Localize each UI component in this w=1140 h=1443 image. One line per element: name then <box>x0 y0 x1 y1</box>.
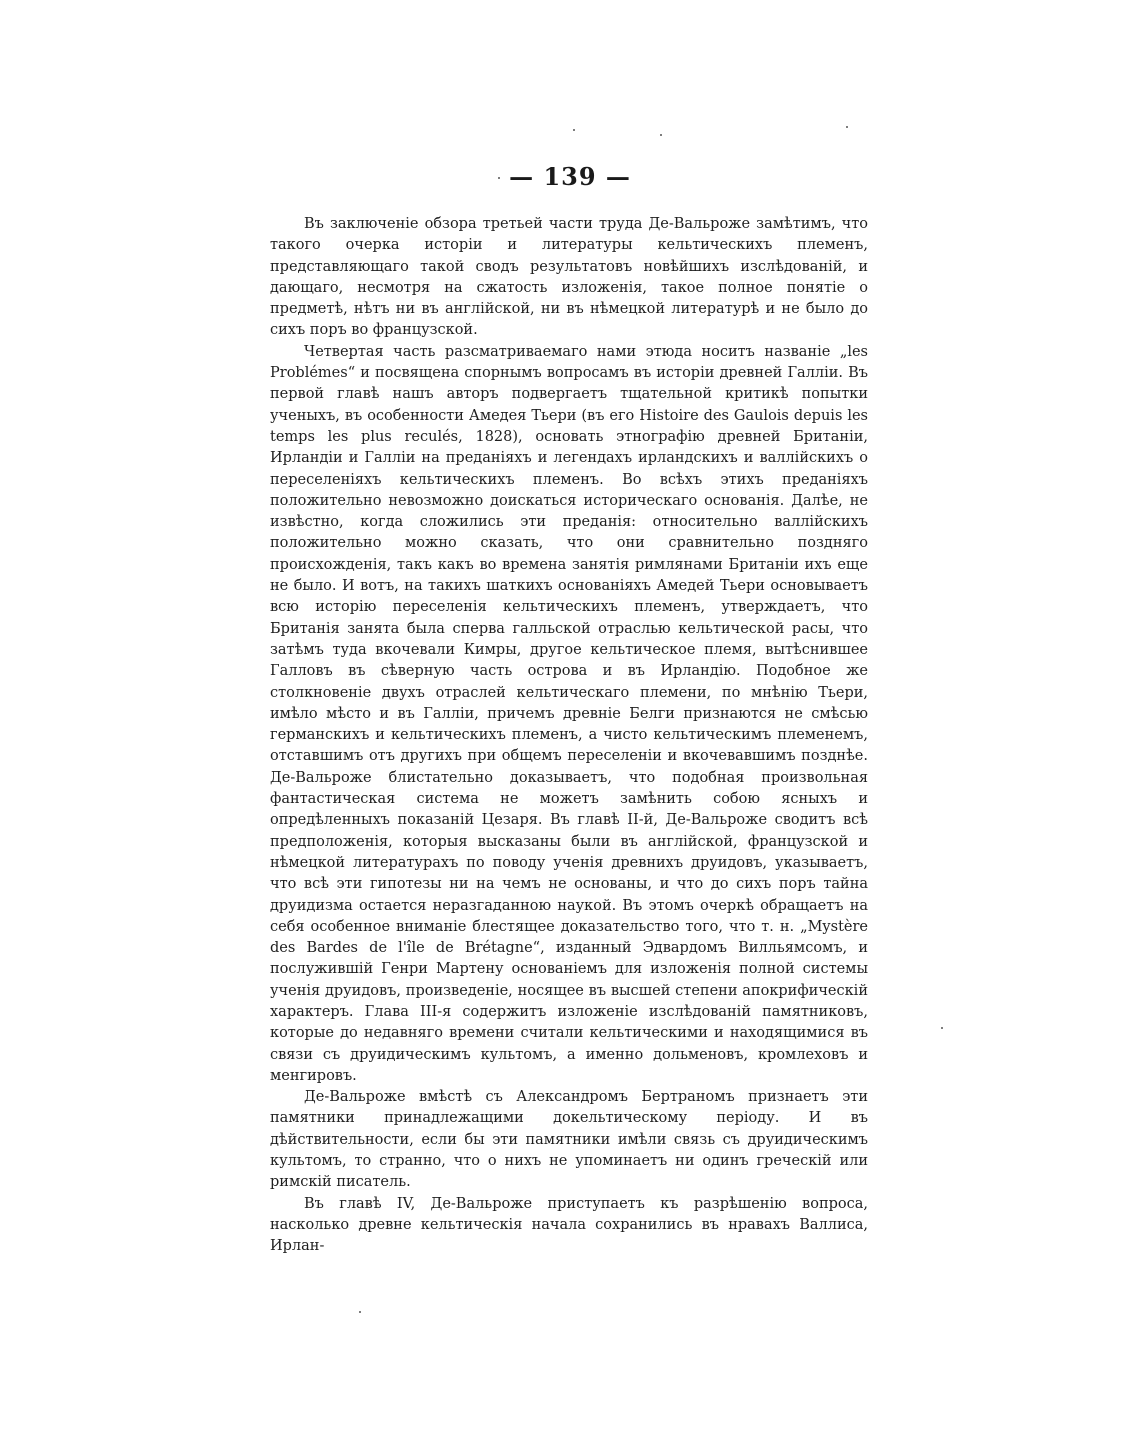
scan-speck <box>359 1311 361 1313</box>
paragraph: Въ главѣ IV, Де-Вальроже приступаетъ къ разрѣшенію вопроса, насколько древне кельтическія начала сохранились въ нравахъ Валлиса, Ирлан- <box>270 1195 868 1255</box>
scan-speck <box>573 129 575 131</box>
body-text <box>270 214 868 1258</box>
scan-speck <box>846 126 848 128</box>
scan-speck <box>941 1027 943 1029</box>
page-number: — 139 — <box>509 162 631 191</box>
scan-speck <box>660 134 662 136</box>
paragraph: Четвертая часть разсматриваемаго нами этюда носитъ названіе „les Problémes“ и посвящена спорнымъ вопросамъ въ исторіи древней Галліи. Въ первой главѣ нашъ авторъ подвергаетъ тщательной критикѣ попытки ученыхъ, въ особенности Амедея Тьери (въ его Histoire des Gaulois depuis les temps les plus reculés, 1828), основать этнографію древней Британіи, Ирландіи и Галліи на преданіяхъ и легендахъ ирландскихъ и валлійскихъ о переселеніяхъ кельтическихъ племенъ. Во всѣхъ этихъ преданіяхъ положительно невозможно доискаться историческаго основанія. Далѣе, не извѣстно, когда сложились эти преданія: относительно валлійскихъ положительно можно сказать, что они сравнительно поздняго происхожденія, такъ какъ во времена занятія римлянами Британіи ихъ еще не было. И вотъ, на такихъ шаткихъ основаніяхъ Амедей Тьери основываетъ всю исторію переселенія кельтическихъ племенъ, утверждаетъ, что Британія занята была сперва галльской отраслью кельтической расы, что затѣмъ туда вкочевали Кимры, другое кельтическое племя, вытѣснившее Галловъ въ сѣверную часть острова и въ Ирландію. Подобное же столкновеніе двухъ отраслей кельтическаго племени, по мнѣнію Тьери, имѣло мѣсто и въ Галліи, причемъ древніе Белги признаются не смѣсью германскихъ и кельтическихъ племенъ, а чисто кельтическимъ племенемъ, отставшимъ отъ другихъ при общемъ переселеніи и вкочевавшимъ позднѣе. Де-Вальроже блистательно доказываетъ, что подобная произвольная фантастическая система не можетъ замѣнить собою ясныхъ и опредѣленныхъ показаній Цезаря. Въ главѣ II-й, Де-Вальроже сводитъ всѣ предположенія, которыя высказаны были въ англійской, французской и нѣмецкой литературахъ по поводу ученія древнихъ друидовъ, указываетъ, что всѣ эти гипотезы ни на чемъ не основаны, и что до сихъ поръ тайна друидизма остается неразгаданною наукой. Въ этомъ очеркѣ обращаетъ на себя особенное вниманіе блестящее доказательство того, что т. н. „Mystère des Bardes de l'île de Brétagne“, изданный Эдвардомъ Вилльямсомъ, и послужившій Генри Мартену основаніемъ для изложенія полной системы ученія друидовъ, произведеніе, носящее въ высшей степени апокрифическій характеръ. Глава III-я содержитъ изложеніе изслѣдованій памятниковъ, которые до недавняго времени считали кельтическими и находящимися въ связи съ друидическимъ культомъ, а именно дольменовъ, кромлеховъ и менгировъ. <box>270 343 868 1084</box>
paragraph: Де-Вальроже вмѣстѣ съ Александромъ Бертраномъ признаетъ эти памятники принадлежащими докельтическому періоду. И въ дѣйствительности, если бы эти памятники имѣли связь съ друидическимъ культомъ, то странно, что о нихъ не упоминаетъ ни одинъ греческій или римскій писатель. <box>270 1089 868 1191</box>
paragraph: Въ заключеніе обзора третьей части труда Де-Вальроже замѣтимъ, что такого очерка исторіи и литературы кельтическихъ племенъ, представляющаго такой сводъ результатовъ новѣйшихъ изслѣдованій, и дающаго, несмотря на сжатость изложенія, такое полное понятіе о предметѣ, нѣтъ ни въ англійской, ни въ нѣмецкой литературѣ и не было до сихъ поръ во французской. <box>270 216 868 339</box>
